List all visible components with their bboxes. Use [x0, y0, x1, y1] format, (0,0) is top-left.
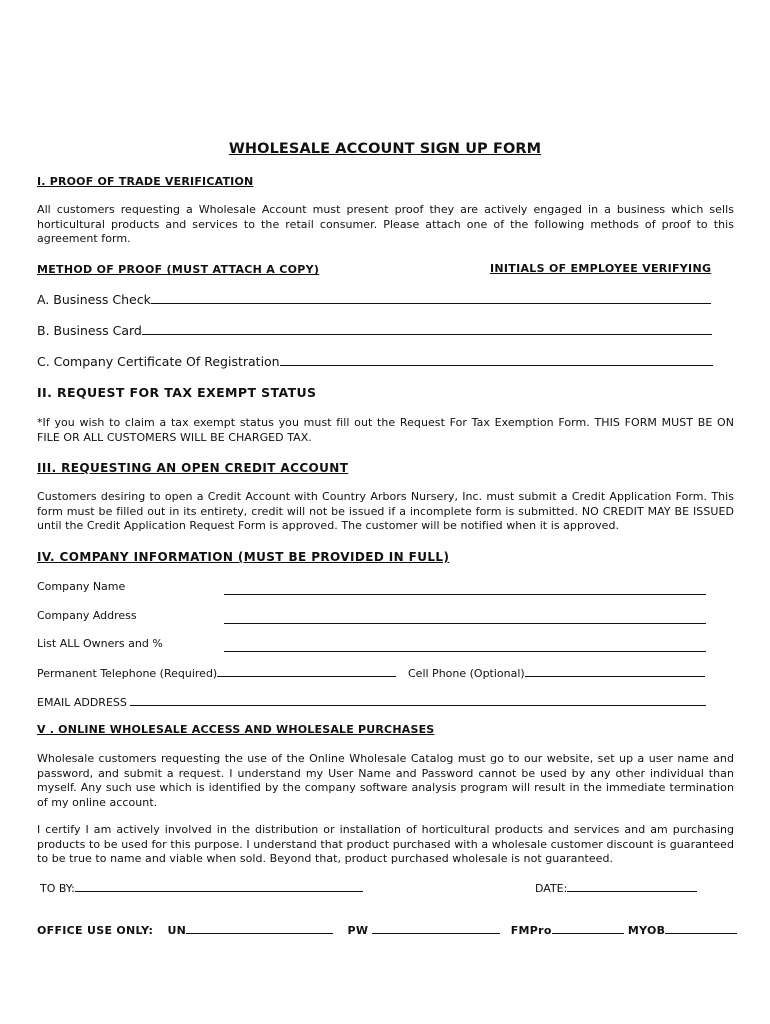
un-field[interactable] — [186, 922, 333, 934]
owners-field[interactable] — [224, 640, 706, 652]
myob-field[interactable] — [665, 922, 737, 934]
date-field[interactable] — [567, 880, 697, 892]
date-label: DATE: — [535, 882, 568, 895]
office-use-row — [37, 922, 737, 937]
company-name-field[interactable] — [224, 583, 706, 595]
email-field[interactable] — [130, 694, 706, 706]
business-card-field[interactable] — [142, 323, 712, 335]
section-2-body: *If you wish to claim a tax exempt status you must fill out the Request For Tax Exemption Form. THIS FORM MUST BE ON FILE OR ALL CUSTOMERS WILL BE CHARGED TAX. — [37, 416, 734, 444]
to-by-row — [40, 880, 363, 895]
business-check-field[interactable] — [151, 292, 711, 304]
pw-field[interactable] — [372, 922, 500, 934]
company-name-label: Company Name — [37, 580, 126, 593]
option-label: C. Company Certificate Of Registration — [37, 354, 280, 369]
fmpro-label: FMPro — [510, 924, 552, 937]
option-business-card — [37, 323, 712, 338]
section-2-heading: II. REQUEST FOR TAX EXEMPT STATUS — [37, 385, 317, 400]
telephone-field[interactable] — [217, 665, 396, 677]
myob-label: MYOB — [627, 924, 666, 937]
company-address-field[interactable] — [224, 612, 706, 624]
section-3-body: Customers desiring to open a Credit Account with Country Arbors Nursery, Inc. must submit a Credit Application Form. This form must be filled out in its entirety, credit will not be issued if a incomplete form is submitted. NO CREDIT MAY BE ISSUED until the Credit Application Request Form is approved. The customer will be notified when it is approved. — [37, 490, 734, 532]
option-certificate — [37, 354, 713, 369]
email-label: EMAIL ADDRESS — [37, 696, 127, 709]
section-5-heading: V . ONLINE WHOLESALE ACCESS AND WHOLESALE PURCHASES — [37, 723, 435, 736]
owners-label: List ALL Owners and % — [37, 637, 163, 650]
section-5-body-2: I certify I am actively involved in the distribution or installation of horticultural products and services and am purchasing products to be used for this purpose. I understand that product purchased with a wholesale customer discount is guaranteed to be true to name and viable when sold. Beyond that, product purchased wholesale is not guaranteed. — [37, 823, 734, 865]
method-underline — [319, 262, 489, 273]
date-row — [535, 880, 697, 895]
office-use-label: OFFICE USE ONLY: — [37, 924, 154, 937]
initials-label: INITIALS OF EMPLOYEE VERIFYING — [490, 262, 712, 275]
company-address-label: Company Address — [37, 609, 137, 622]
section-4-heading: IV. COMPANY INFORMATION (MUST BE PROVIDED IN FULL) — [37, 550, 450, 564]
un-label: UN — [167, 924, 187, 937]
section-1-body: All customers requesting a Wholesale Account must present proof they are actively engaged in a business which sells horticultural products and services to the retail consumer. Please attach one of the following methods of proof to this agreement form. — [37, 203, 734, 245]
section-1-heading: I. PROOF OF TRADE VERIFICATION — [37, 175, 254, 188]
option-label: B. Business Card — [37, 323, 142, 338]
page-title: WHOLESALE ACCOUNT SIGN UP FORM — [228, 141, 542, 157]
option-label: A. Business Check — [37, 292, 151, 307]
fmpro-field[interactable] — [552, 922, 624, 934]
email-row — [37, 694, 706, 709]
pw-label: PW — [347, 924, 369, 937]
telephone-label: Permanent Telephone (Required) — [37, 667, 218, 680]
method-of-proof-text: METHOD OF PROOF (MUST ATTACH A COPY) — [37, 263, 320, 276]
section-5-body-1: Wholesale customers requesting the use of the Online Wholesale Catalog must go to our website, set up a user name and password, and submit a request. I understand my User Name and Password cannot be used by any other individual than myself. Any such use which is identified by the company software analysis program will result in the immediate termination of my online account. — [37, 752, 734, 809]
to-by-label: TO BY: — [40, 882, 75, 895]
cell-phone-field[interactable] — [525, 665, 705, 677]
option-business-check — [37, 292, 711, 307]
telephone-row — [37, 665, 396, 680]
to-by-field[interactable] — [75, 880, 363, 892]
cell-phone-label: Cell Phone (Optional) — [408, 667, 525, 680]
method-of-proof-label — [37, 262, 489, 276]
certificate-field[interactable] — [280, 354, 713, 366]
cell-phone-row — [408, 665, 705, 680]
section-3-heading: III. REQUESTING AN OPEN CREDIT ACCOUNT — [37, 461, 349, 475]
